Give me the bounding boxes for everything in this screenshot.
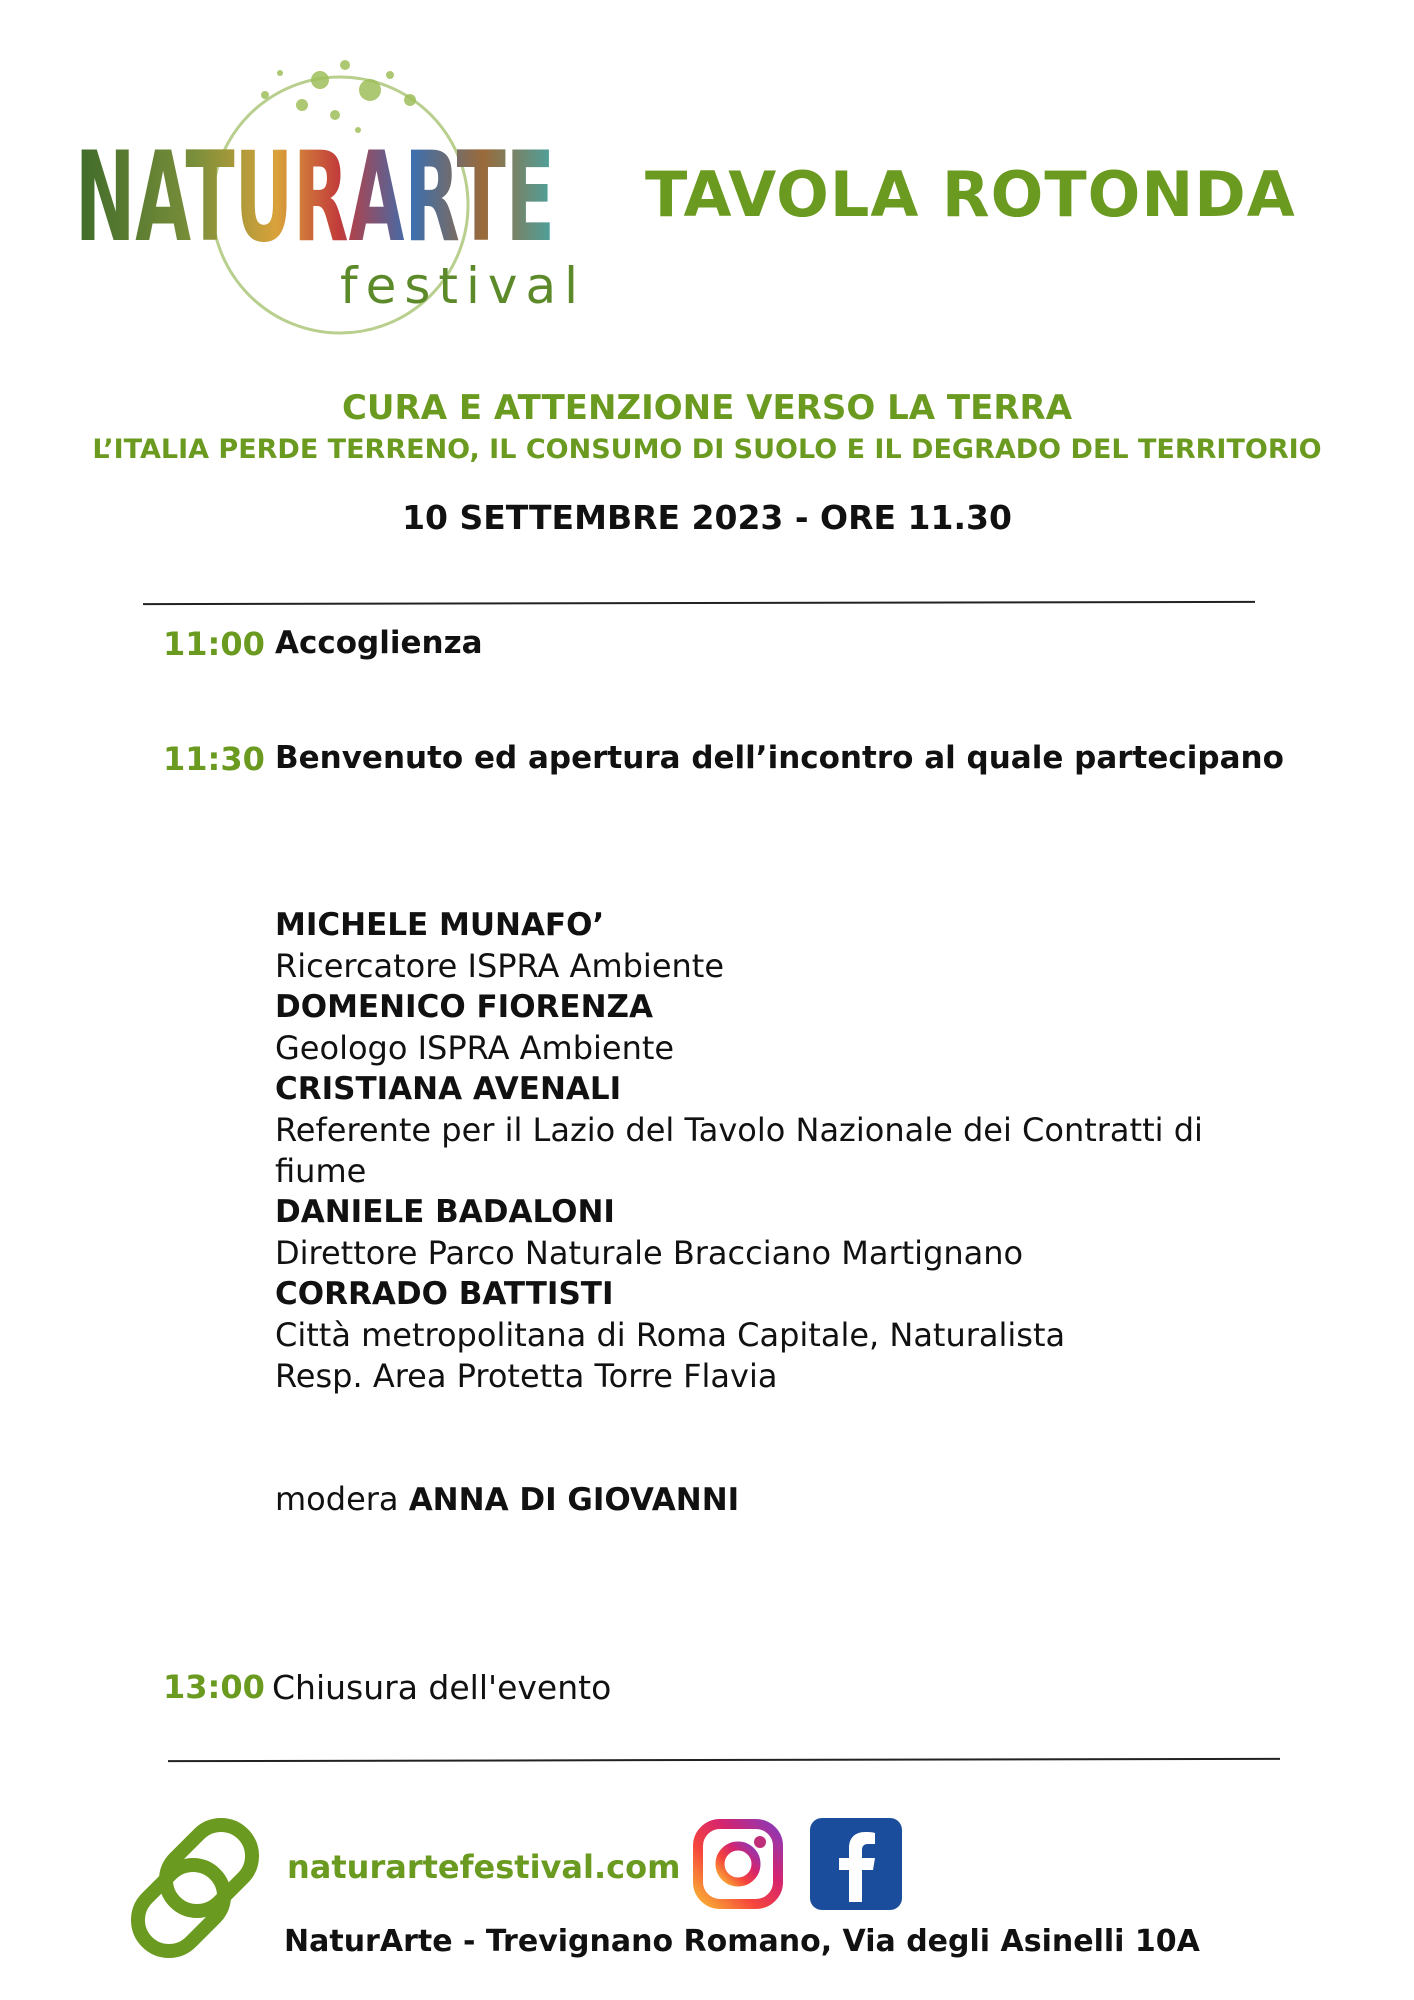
website-link[interactable]: naturartefestival.com (287, 1848, 681, 1886)
agenda-title: Chiusura dell'evento (272, 1668, 612, 1707)
divider-bottom (168, 1758, 1280, 1762)
event-type-title: TAVOLA ROTONDA (645, 158, 1296, 231)
moderator-label: modera (275, 1480, 399, 1518)
speaker-entry (275, 987, 1275, 1069)
speaker-name: CRISTIANA AVENALI (275, 1071, 622, 1107)
speakers-list (275, 905, 1275, 1397)
speaker-role: Referente per il Lazio del Tavolo Nazionale dei Contratti di (275, 1111, 1203, 1149)
subtitle-main: CURA E ATTENZIONE VERSO LA TERRA (341, 388, 1073, 428)
speaker-entry (275, 1274, 1275, 1397)
speaker-name: MICHELE MUNAFO’ (275, 907, 605, 943)
speaker-role: Ricercatore ISPRA Ambiente (275, 947, 725, 985)
speaker-role: Geologo ISPRA Ambiente (275, 1029, 675, 1067)
svg-text:festival: festival (340, 257, 587, 315)
speaker-entry (275, 905, 1275, 987)
divider-top (143, 601, 1255, 605)
speaker-name: DANIELE BADALONI (275, 1194, 615, 1230)
agenda-time: 13:00 (163, 1668, 265, 1706)
speaker-role: fiume (275, 1152, 367, 1190)
event-date: 10 SETTEMBRE 2023 - ORE 11.30 (402, 498, 1012, 537)
speaker-name: CORRADO BATTISTI (275, 1276, 614, 1312)
moderator-name: ANNA DI GIOVANNI (408, 1482, 740, 1518)
svg-text:NATURARTE: NATURARTE (75, 126, 555, 270)
agenda-time: 11:00 (163, 625, 265, 663)
address: NaturArte - Trevignano Romano, Via degli Asinelli 10A (284, 1924, 1200, 1959)
speaker-name: DOMENICO FIORENZA (275, 989, 654, 1025)
agenda-title: Accoglienza (275, 625, 483, 661)
speaker-role: Direttore Parco Naturale Bracciano Martignano (275, 1234, 1024, 1272)
instagram-icon[interactable] (692, 1818, 784, 1910)
agenda-title: Benvenuto ed apertura dell’incontro al quale partecipano (275, 740, 1284, 776)
subtitle-sub: L’ITALIA PERDE TERRENO, IL CONSUMO DI SUOLO E IL DEGRADO DEL TERRITORIO (92, 434, 1322, 465)
speaker-role: Resp. Area Protetta Torre Flavia (275, 1357, 778, 1395)
moderator-line (275, 1480, 739, 1518)
speaker-role: Città metropolitana di Roma Capitale, Naturalista (275, 1316, 1066, 1354)
speaker-entry (275, 1069, 1275, 1192)
naturarte-festival-logo (70, 35, 630, 335)
link-icon (120, 1808, 290, 1968)
agenda-time: 11:30 (163, 740, 265, 778)
facebook-icon[interactable] (810, 1818, 902, 1910)
speaker-entry (275, 1192, 1275, 1274)
